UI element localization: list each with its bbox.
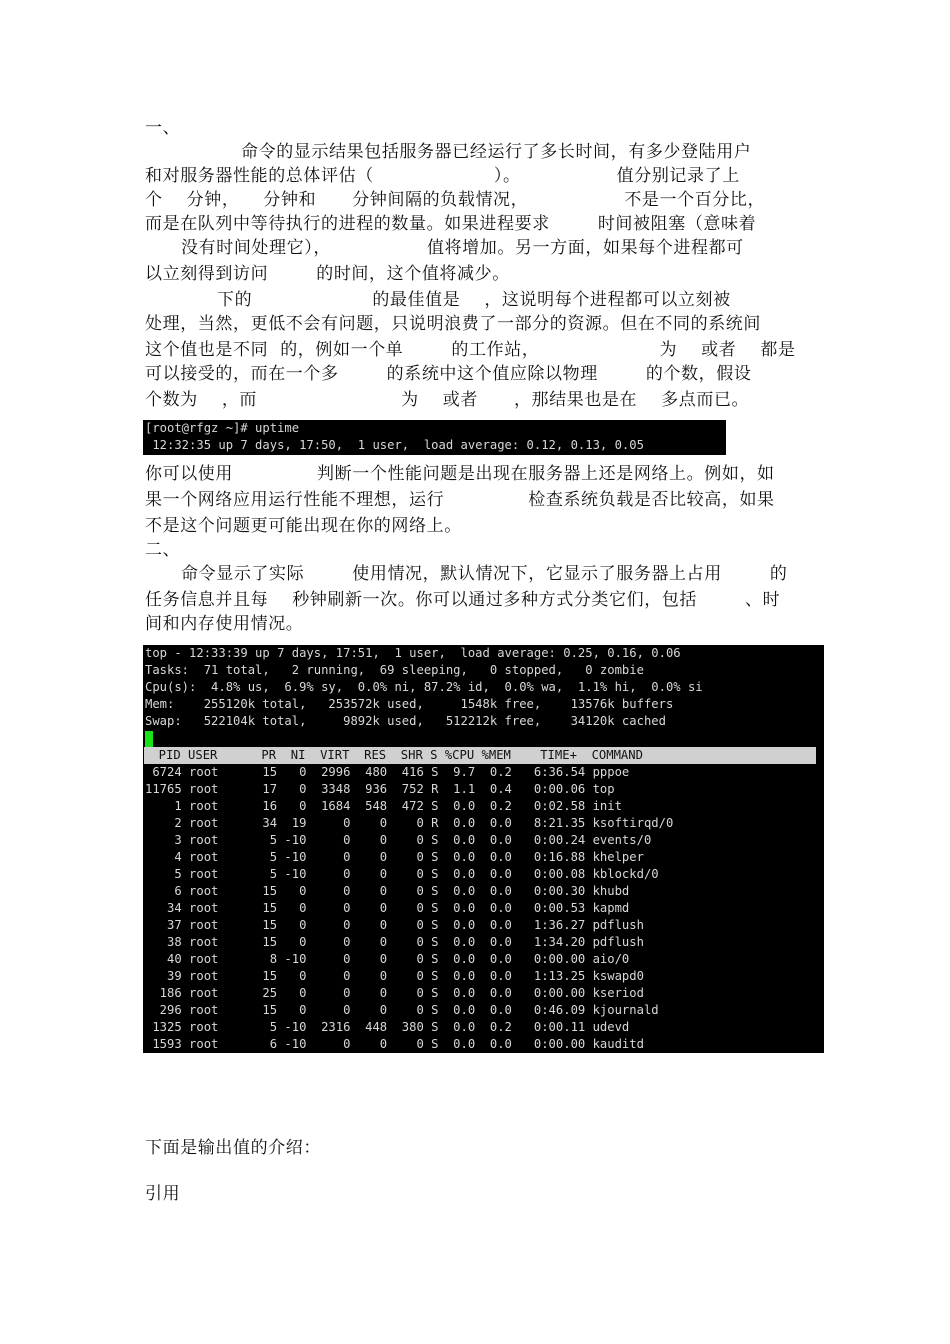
top-summary-line: Swap: 522104k total, 9892k used, 512212k free, 34120k cached [145, 714, 666, 728]
paragraph-line: 下的 的最佳值是 ，这说明每个进程都可以立刻被 [145, 290, 731, 310]
paragraph-line: 这个值也是不同 的，例如一个单 的工作站， 为 或者 都是 [145, 340, 796, 360]
top-summary-line: Mem: 255120k total, 253572k used, 1548k free, 13576k buffers [145, 697, 674, 711]
process-row: 3 root 5 -10 0 0 0 S 0.0 0.0 0:00.24 events/0 [145, 833, 652, 847]
paragraph-line: 而是在队列中等待执行的进程的数量。如果进程要求 时间被阻塞（意味着 [145, 214, 757, 234]
section-heading-1: 一、 [145, 118, 181, 138]
paragraph-line: 任务信息并且每 秒钟刷新一次。你可以通过多种方式分类它们，包括 、时 [145, 590, 781, 610]
process-row: 38 root 15 0 0 0 0 S 0.0 0.0 1:34.20 pdflush [145, 935, 644, 949]
top-summary-line: Cpu(s): 4.8% us, 6.9% sy, 0.0% ni, 87.2% id, 0.0% wa, 1.1% hi, 0.0% si [145, 680, 703, 694]
paragraph-line: 命令显示了实际 使用情况，默认情况下，它显示了服务器上占用 的 [145, 564, 788, 584]
paragraph-line: 处理，当然，更低不会有问题，只说明浪费了一部分的资源。但在不同的系统间 [145, 314, 761, 334]
process-table-header: PID USER PR NI VIRT RES SHR S %CPU %MEM TIME+ COMMAND [144, 747, 816, 764]
terminal-output-line: 12:32:35 up 7 days, 17:50, 1 user, load average: 0.12, 0.13, 0.05 [145, 438, 644, 452]
paragraph-line: 间和内存使用情况。 [145, 614, 304, 634]
paragraph-line: 命令的显示结果包括服务器已经运行了多长时间，有多少登陆用户 [145, 142, 752, 162]
terminal-prompt-line: [root@rfgz ~]# uptime [145, 421, 300, 435]
paragraph-line: 果一个网络应用运行性能不理想，运行 检查系统负载是否比较高，如果 [145, 490, 775, 510]
process-row: 5 root 5 -10 0 0 0 S 0.0 0.0 0:00.08 kblockd/0 [145, 867, 659, 881]
process-row: 6 root 15 0 0 0 0 S 0.0 0.0 0:00.30 khubd [145, 884, 630, 898]
paragraph-line: 引用 [145, 1184, 181, 1204]
process-row: 39 root 15 0 0 0 0 S 0.0 0.0 1:13.25 kswapd0 [145, 969, 644, 983]
process-row: 4 root 5 -10 0 0 0 S 0.0 0.0 0:16.88 khelper [145, 850, 644, 864]
paragraph-line: 不是这个问题更可能出现在你的网络上。 [145, 516, 462, 536]
paragraph-line: 个 分钟， 分钟和 分钟间隔的负载情况， 不是一个百分比， [145, 190, 766, 210]
process-row: 11765 root 17 0 3348 936 752 R 1.1 0.4 0:00.06 top [145, 782, 615, 796]
paragraph-line: 以立刻得到访问 的时间，这个值将减少。 [145, 264, 510, 284]
top-summary-line: top - 12:33:39 up 7 days, 17:51, 1 user, load average: 0.25, 0.16, 0.06 [145, 646, 681, 660]
paragraph-line: 可以接受的，而在一个多 的系统中这个值应除以物理 的个数，假设 [145, 364, 752, 384]
process-row: 1325 root 5 -10 2316 448 380 S 0.0 0.2 0:00.11 udevd [145, 1020, 630, 1034]
process-row: 186 root 25 0 0 0 0 S 0.0 0.0 0:00.00 kseriod [145, 986, 644, 1000]
paragraph-line: 和对服务器性能的总体评估（ ）。 值分别记录了上 [145, 166, 740, 186]
process-row: 2 root 34 19 0 0 0 R 0.0 0.0 8:21.35 ksoftirqd/0 [145, 816, 674, 830]
section-heading-2: 二、 [145, 540, 181, 560]
process-row: 296 root 15 0 0 0 0 S 0.0 0.0 0:46.09 kjournald [145, 1003, 659, 1017]
terminal-cursor [145, 731, 153, 747]
process-row: 1 root 16 0 1684 548 472 S 0.0 0.2 0:02.58 init [145, 799, 622, 813]
process-row: 34 root 15 0 0 0 0 S 0.0 0.0 0:00.53 kapmd [145, 901, 630, 915]
paragraph-line: 没有时间处理它）， 值将增加。另一方面，如果每个进程都可 [145, 238, 744, 258]
process-row: 40 root 8 -10 0 0 0 S 0.0 0.0 0:00.00 aio/0 [145, 952, 630, 966]
uptime-terminal [143, 420, 726, 455]
paragraph-line: 你可以使用 判断一个性能问题是出现在服务器上还是网络上。例如，如 [145, 464, 775, 484]
paragraph-line: 下面是输出值的介绍： [145, 1138, 321, 1158]
process-row: 37 root 15 0 0 0 0 S 0.0 0.0 1:36.27 pdflush [145, 918, 644, 932]
top-terminal [143, 645, 824, 1053]
top-summary-line: Tasks: 71 total, 2 running, 69 sleeping, 0 stopped, 0 zombie [145, 663, 644, 677]
process-row: 6724 root 15 0 2996 480 416 S 9.7 0.2 6:36.54 pppoe [145, 765, 630, 779]
process-row: 1593 root 6 -10 0 0 0 S 0.0 0.0 0:00.00 kauditd [145, 1037, 644, 1051]
paragraph-line: 个数为 ，而 为 或者 ，那结果也是在 多点而已。 [145, 390, 750, 410]
